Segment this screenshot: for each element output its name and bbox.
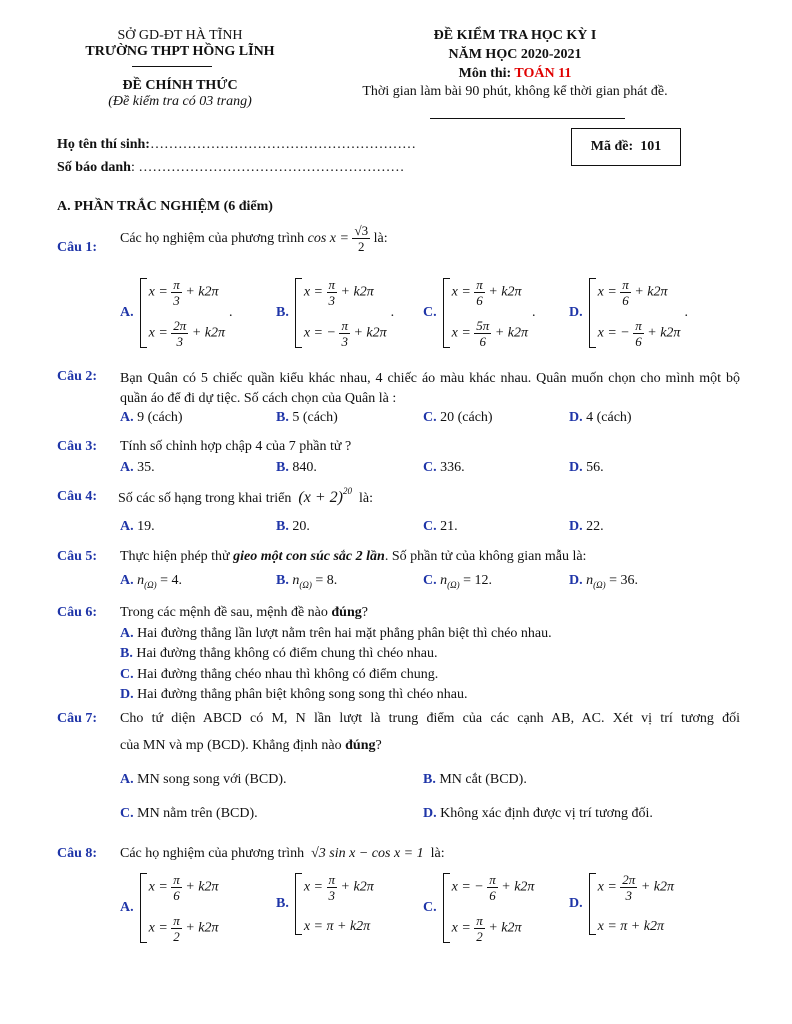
q8-equation: √3 sin x − cos x = 1 <box>311 846 424 861</box>
q7-option-c[interactable] <box>120 806 258 822</box>
q5-option-c[interactable]: C. $n_{(\Omega)} = 12$. <box>423 573 493 590</box>
q3-option-b[interactable] <box>276 460 317 476</box>
q2-option-a[interactable] <box>120 410 183 426</box>
option-text: MN nằm trên (BCD). <box>137 806 258 821</box>
q2-option-c[interactable] <box>423 410 493 426</box>
option-letter: B. <box>276 460 289 475</box>
q8-option-c[interactable]: C. x = − $\frac{\pi}{6}$ + k2π x = $\frac{\pi}{2}$ + k2π <box>423 872 535 944</box>
department-name: SỞ GD-ĐT HÀ TĨNH <box>117 28 243 43</box>
q1-stem <box>120 224 388 253</box>
school-underline <box>132 66 212 67</box>
q3-text: Tính số chỉnh hợp chập 4 của 7 phần tử ? <box>120 439 352 454</box>
q4-option-b[interactable] <box>276 519 310 535</box>
q5-option-a[interactable]: A. $n_{(\Omega)} = 4$. <box>120 573 183 590</box>
student-id-label: Số báo danh <box>57 160 131 175</box>
exam-code-value: 101 <box>640 139 662 154</box>
option-letter: D. <box>569 460 583 475</box>
q1-text: Các họ nghiệm của phương trình <box>120 230 305 246</box>
option-letter: B. <box>120 646 133 661</box>
option-text: 19. <box>137 519 155 534</box>
option-letter: C. <box>423 573 437 588</box>
header-right <box>330 28 700 100</box>
option-letter: C. <box>423 900 437 915</box>
q2-label: Câu 2: <box>57 369 98 384</box>
student-id-dots: : ………………………………………………… <box>130 160 405 175</box>
option-text: Hai đường thẳng không có điểm chung thì chéo nhau. <box>136 646 438 661</box>
option-text: MN cắt (BCD). <box>439 772 527 787</box>
option-letter: A. <box>120 900 134 915</box>
q7-text-bold: đúng <box>345 738 376 753</box>
option-letter: D. <box>120 687 134 702</box>
q3-option-c[interactable] <box>423 460 465 476</box>
q3-option-a[interactable] <box>120 460 155 476</box>
option-letter: A. <box>120 573 134 588</box>
official-label: ĐỀ CHÍNH THỨC <box>122 78 238 93</box>
time-underline <box>430 118 625 119</box>
q8-stem <box>120 846 445 862</box>
q1-option-d[interactable]: D. x = $\frac{\pi}{6}$ + k2π x = − $\frac{\pi}{6}$ + k2π . <box>569 277 688 349</box>
q1-frac: $\frac{√3}{2}$ <box>354 223 369 254</box>
exam-code-label: Mã đề: <box>590 139 634 154</box>
option-letter: C. <box>120 667 134 682</box>
q6-option-d[interactable] <box>120 687 467 703</box>
q8-option-d[interactable]: D. x = $\frac{2\pi}{3}$ + k2π x = π + k2π <box>569 872 674 934</box>
option-text: Hai đường thẳng lần lượt nằm trên hai mặt phẳng phân biệt thì chéo nhau. <box>137 626 552 641</box>
q4-text: Số các số hạng trong khai triển <box>118 491 292 506</box>
q2-text: Bạn Quân có 5 chiếc quần kiểu khác nhau, 4 chiếc áo màu khác nhau. Quân muốn chọn cho mình một bộ quần áo để đi dự tiệc. Số cách chọn của Quân là : <box>120 371 740 406</box>
option-letter: C. <box>120 806 134 821</box>
option-text: = 4. <box>160 573 183 588</box>
q4-expression: $(x + 2)^{20}$ <box>298 486 352 506</box>
q6-option-b[interactable] <box>120 646 438 662</box>
option-letter: A. <box>120 519 134 534</box>
subject-label: Môn thi: <box>458 66 515 81</box>
option-text: = 12. <box>463 573 493 588</box>
q8-option-a[interactable]: A. x = $\frac{\pi}{6}$ + k2π x = $\frac{\pi}{2}$ + k2π <box>120 872 219 944</box>
option-text: 9 (cách) <box>137 410 183 425</box>
q5-label: Câu 5: <box>57 549 98 564</box>
option-text: 35. <box>137 460 155 475</box>
option-text: 20. <box>292 519 310 534</box>
exam-title: ĐỀ KIỂM TRA HỌC KỲ I <box>433 28 597 43</box>
q8-label: Câu 8: <box>57 846 98 861</box>
q6-text <box>120 605 368 621</box>
option-text: 22. <box>586 519 604 534</box>
q5-option-d[interactable]: D. $n_{(\Omega)} = 36$. <box>569 573 639 590</box>
q8-option-b[interactable]: B. x = $\frac{\pi}{3}$ + k2π x = π + k2π <box>276 872 374 934</box>
option-letter: D. <box>569 573 583 588</box>
q4-tail: là: <box>358 491 373 506</box>
q6-text-post: ? <box>361 605 368 620</box>
option-text: = 36. <box>609 573 639 588</box>
q6-text-bold: đúng <box>331 605 362 620</box>
option-text: 5 (cách) <box>292 410 338 425</box>
q7-text-post: ? <box>375 738 382 753</box>
q5-text-emphasis: gieo một con súc sắc 2 lần <box>233 549 385 564</box>
q7-option-d[interactable] <box>423 806 653 822</box>
option-letter: C. <box>423 460 437 475</box>
q4-option-c[interactable] <box>423 519 458 535</box>
q1-tail: là: <box>373 230 388 246</box>
school-year: NĂM HỌC 2020-2021 <box>448 47 582 62</box>
time-note: Thời gian làm bài 90 phút, không kể thời gian phát đề. <box>362 84 668 99</box>
option-letter: C. <box>423 519 437 534</box>
option-text: 4 (cách) <box>586 410 632 425</box>
q4-option-d[interactable] <box>569 519 604 535</box>
option-letter: A. <box>120 305 134 320</box>
option-letter: C. <box>423 410 437 425</box>
q1-option-a[interactable]: A. x = $\frac{\pi}{3}$ + k2π x = $\frac{2\pi}{3}$ + k2π . <box>120 277 233 349</box>
option-text: 336. <box>440 460 465 475</box>
option-letter: A. <box>120 772 134 787</box>
option-letter: C. <box>423 305 437 320</box>
option-letter: B. <box>276 519 289 534</box>
option-text: 56. <box>586 460 604 475</box>
option-letter: D. <box>569 305 583 320</box>
q6-option-c[interactable] <box>120 667 438 683</box>
student-name-label: Họ tên thí sinh: <box>57 137 150 152</box>
option-text: Không xác định được vị trí tương đối. <box>440 806 653 821</box>
school-name: TRƯỜNG THPT HỒNG LĨNH <box>85 44 275 59</box>
option-text: Hai đường thẳng chéo nhau thì không có điểm chung. <box>137 667 439 682</box>
q8-tail: là: <box>430 846 445 861</box>
q3-option-d[interactable] <box>569 460 604 476</box>
q7-text-pre: của MN và mp (BCD). Khẳng định nào <box>120 738 346 753</box>
option-text: MN song song với (BCD). <box>137 772 287 787</box>
subject-name: TOÁN 11 <box>514 66 572 81</box>
option-letter: D. <box>569 896 583 911</box>
q5-text <box>120 549 586 565</box>
q7-text-line2 <box>120 738 382 754</box>
q1-equation: cos x = <box>307 230 353 246</box>
q6-option-a[interactable] <box>120 626 552 642</box>
q7-option-a[interactable] <box>120 772 286 788</box>
q8-text: Các họ nghiệm của phương trình <box>120 846 305 861</box>
option-text: 840. <box>292 460 317 475</box>
q4-stem <box>118 486 373 507</box>
q3-label: Câu 3: <box>57 439 98 454</box>
option-letter: B. <box>276 896 289 911</box>
option-letter: D. <box>423 806 437 821</box>
option-letter: A. <box>120 460 134 475</box>
section-a-title: A. PHẦN TRẮC NGHIỆM (6 điểm) <box>57 199 273 214</box>
option-letter: A. <box>120 626 134 641</box>
q5-text-post: . Số phần tử của không gian mẫu là: <box>384 549 587 564</box>
q2-option-d[interactable] <box>569 410 632 426</box>
option-letter: D. <box>569 519 583 534</box>
q2-option-b[interactable] <box>276 410 338 426</box>
option-text: = 8. <box>315 573 338 588</box>
pages-note: (Đề kiểm tra có 03 trang) <box>108 94 252 109</box>
option-letter: D. <box>569 410 583 425</box>
option-text: Hai đường thẳng phân biệt không song song thì chéo nhau. <box>137 687 468 702</box>
q7-text-line1: Cho tứ diện ABCD có M, N lần lượt là trung điểm của các cạnh AB, AC. Xét vị trí tương đối <box>120 711 740 726</box>
q1-label: Câu 1: <box>57 240 98 255</box>
q6-label: Câu 6: <box>57 605 98 620</box>
q7-label: Câu 7: <box>57 711 98 726</box>
exam-code-box <box>571 128 681 166</box>
q1-option-b[interactable]: B. x = $\frac{\pi}{3}$ + k2π x = − $\frac{\pi}{3}$ + k2π . <box>276 277 395 349</box>
subject-line <box>330 66 700 82</box>
header-left <box>60 28 300 110</box>
option-letter: B. <box>423 772 436 787</box>
q5-option-b[interactable]: B. $n_{(\Omega)} = 8$. <box>276 573 338 590</box>
option-letter: B. <box>276 573 289 588</box>
q4-option-a[interactable] <box>120 519 155 535</box>
student-name-dots: ………………………………………………… <box>149 137 416 152</box>
option-text: 21. <box>440 519 458 534</box>
option-letter: A. <box>120 410 134 425</box>
option-letter: B. <box>276 305 289 320</box>
q4-label: Câu 4: <box>57 489 98 504</box>
q7-option-b[interactable] <box>423 772 527 788</box>
q6-text-pre: Trong các mệnh đề sau, mệnh đề nào <box>120 605 332 620</box>
q1-option-c[interactable]: C. x = $\frac{\pi}{6}$ + k2π x = $\frac{5\pi}{6}$ + k2π . <box>423 277 536 349</box>
option-text: 20 (cách) <box>440 410 493 425</box>
option-letter: B. <box>276 410 289 425</box>
student-id-row <box>57 160 404 176</box>
q5-text-pre: Thực hiện phép thử <box>120 549 234 564</box>
student-name-row <box>57 137 416 153</box>
